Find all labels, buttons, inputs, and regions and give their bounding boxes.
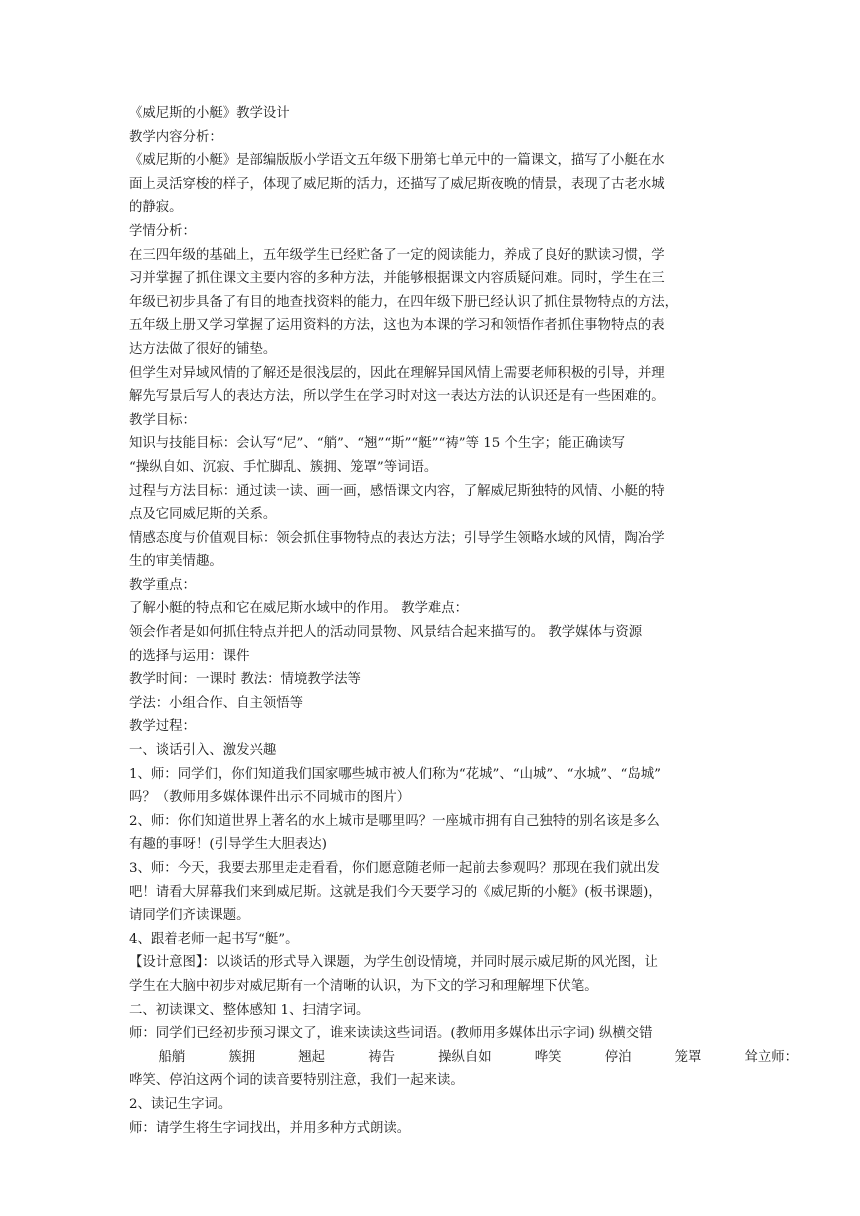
section-heading: 一、谈话引入、激发兴趣 — [129, 743, 277, 759]
design-intent-line: 【设计意图】：以谈话的形式导入课题，为学生创设情境，并同时展示威尼斯的风光图，让 — [129, 955, 658, 971]
learner-analysis-line: 解先写景后写人的表达方法，所以学生在学习时对这一表达方法的认识还是有一些困难的。 — [129, 389, 665, 405]
vocabulary-word: 停泊 — [604, 1049, 632, 1065]
vocabulary-word: 翘起 — [298, 1049, 326, 1065]
study-method-line: 学法：小组合作、自主领悟等 — [129, 695, 304, 711]
content-analysis-line: 《威尼斯的小艇》是部编版版小学语文五年级下册第七单元中的一篇课文，描写了小艇在水 — [129, 153, 665, 169]
vocabulary-row — [129, 1046, 799, 1070]
design-intent-line: 学生在大脑中初步对威尼斯有一个清晰的认识，为下文的学习和理解埋下伏笔。 — [129, 978, 598, 994]
document-title: 《威尼斯的小艇》教学设计 — [129, 106, 290, 121]
final-line: 师：请学生将生字词找出，并用多种方式朗读。 — [129, 1120, 411, 1136]
learner-analysis-line: 五年级上册又学习掌握了运用资料的方法，这也为本课的学习和领悟作者抓住事物特点的表 — [129, 318, 665, 334]
document-page — [129, 102, 799, 1140]
section-heading: 二、初读课文、整体感知 1、扫清字词。 — [129, 1002, 370, 1018]
vocabulary-word: 簇拥 — [228, 1049, 256, 1065]
key-line: 了解小艇的特点和它在威尼斯水域中的作用。 教学难点： — [129, 601, 469, 617]
goal-process-line: 点及它同威尼斯的关系。 — [129, 507, 277, 523]
vocabulary-word: 笼罩 — [674, 1049, 702, 1065]
learner-analysis-line: 年级已初步具备了有目的地查找资料的能力，在四年级下册已经认识了抓住景物特点的方法， — [129, 294, 679, 310]
content-analysis-line: 面上灵活穿梭的样子，体现了威尼斯的活力，还描写了威尼斯夜晚的情景，表现了古老水城 — [129, 176, 665, 192]
goal-process-line: 过程与方法目标：通过读一读、画一画，感悟课文内容，了解威尼斯独特的风情、小艇的特 — [129, 483, 665, 499]
vocabulary-word: 船艄 — [158, 1049, 186, 1065]
goals-heading: 教学目标： — [129, 412, 196, 428]
difficulty-line: 的选择与运用：课件 — [129, 648, 250, 664]
teacher-words-line: 师：同学们已经初步预习课文了，谁来读读这些词语。(教师用多媒体出示字词) 纵横交错 — [129, 1026, 653, 1042]
step-line: 1、师：同学们，你们知道我们国家哪些城市被人们称为“花城”、“山城”、“水城”、“岛城” — [129, 766, 661, 782]
step-line: 请同学们齐读课题。 — [129, 908, 250, 924]
learner-analysis-heading: 学情分析： — [129, 223, 196, 239]
vocabulary-word: 操纵自如 — [438, 1049, 492, 1065]
learner-analysis-line: 习并掌握了抓住课文主要内容的多种方法，并能够根据课文内容质疑问难。同时，学生在三 — [129, 271, 665, 287]
vocabulary-word: 哗笑 — [534, 1049, 562, 1065]
vocabulary-word: 耸立师： — [744, 1049, 799, 1065]
step-line: 吗？（教师用多媒体课件出示不同城市的图片） — [129, 790, 411, 806]
vocabulary-word: 祷告 — [368, 1049, 395, 1065]
step-line: 4、跟着老师一起书写“艇”。 — [129, 931, 299, 947]
goal-emotion-line: 情感态度与价值观目标：领会抓住事物特点的表达方法；引导学生领略水域的风情，陶冶学 — [129, 530, 665, 546]
key-heading: 教学重点： — [129, 577, 196, 593]
content-analysis-heading: 教学内容分析： — [129, 129, 223, 145]
difficulty-line: 领会作者是如何抓住特点并把人的活动同景物、风景结合起来描写的。 教学媒体与资源 — [129, 625, 643, 641]
step-heading: 2、读记生字词。 — [129, 1096, 232, 1112]
learner-analysis-line: 但学生对异域风情的了解还是很浅层的，因此在理解异国风情上需要老师积极的引导，并理 — [129, 365, 665, 381]
content-analysis-line: 的静寂。 — [129, 200, 183, 216]
process-heading: 教学过程： — [129, 719, 196, 735]
step-line: 3、师：今天，我要去那里走走看看，你们愿意随老师一起前去参观吗？那现在我们就出发 — [129, 861, 660, 876]
goal-knowledge-line: “操纵自如、沉寂、手忙脚乱、簇拥、笼罩”等词语。 — [129, 459, 438, 475]
pronunciation-line: 哗笑、停泊这两个词的读音要特别注意，我们一起来读。 — [129, 1073, 464, 1089]
goal-emotion-line: 生的审美情趣。 — [129, 554, 223, 570]
learner-analysis-line: 达方法做了很好的铺垫。 — [129, 341, 277, 357]
step-line: 2、师：你们知道世界上著名的水上城市是哪里吗？一座城市拥有自己独特的别名该是多么 — [129, 813, 660, 829]
step-line: 吧！请看大屏幕我们来到威尼斯。这就是我们今天要学习的《威尼斯的小艇》(板书课题)， — [129, 884, 662, 900]
learner-analysis-line: 在三四年级的基础上，五年级学生已经贮备了一定的阅读能力，养成了良好的默读习惯，学 — [129, 247, 665, 263]
goal-knowledge-line: 知识与技能目标：会认写“尼”、“艄”、“翘”“斯”“艇”“祷”等 15 个生字；能正确读写 — [129, 436, 626, 452]
time-line: 教学时间：一课时 教法：情境教学法等 — [129, 672, 361, 688]
step-line: 有趣的事呀！(引导学生大胆表达) — [129, 837, 327, 853]
